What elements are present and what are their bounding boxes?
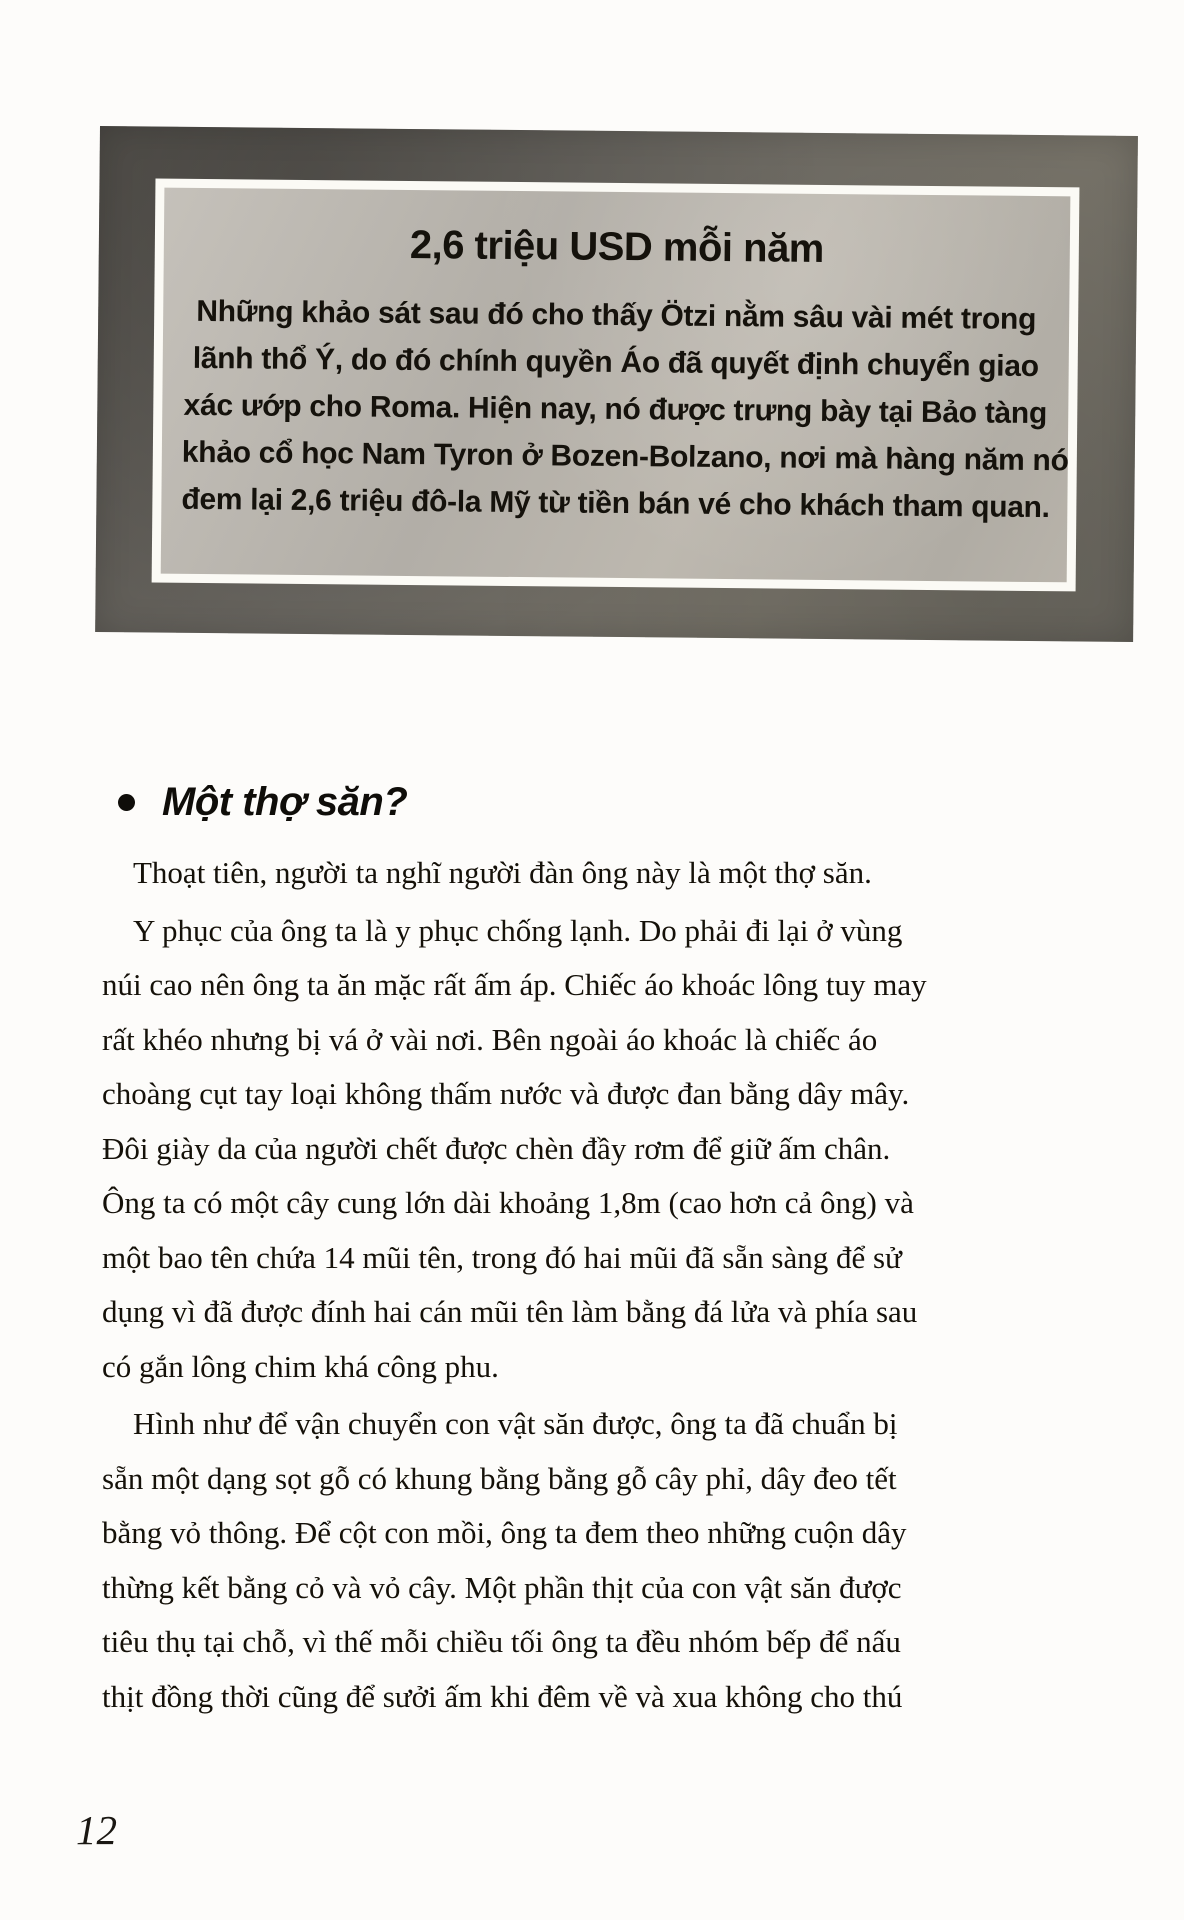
body-text (102, 846, 942, 1727)
text-line: choàng cụt tay loại không thấm nước và được đan bằng dây mây. (102, 1076, 910, 1111)
bullet-icon (118, 794, 135, 811)
text-line: tiêu thụ tại chỗ, vì thế mỗi chiều tối ông ta đều nhóm bếp để nấu (102, 1624, 901, 1659)
info-box-panel (161, 188, 1071, 583)
text-line: bằng vỏ thông. Để cột con mồi, ông ta đem theo những cuộn dây (102, 1515, 907, 1550)
paragraph (102, 846, 942, 901)
info-box (95, 126, 1138, 642)
paragraph (102, 904, 942, 1395)
text-line: thừng kết bằng cỏ và vỏ cây. Một phần thịt của con vật săn được (102, 1569, 902, 1605)
text-line: Những khảo sát sau đó cho thấy Ötzi nằm sâu vài mét trong (196, 294, 1037, 336)
text-line: xác ướp cho Roma. Hiện nay, nó được trưng bày tại Bảo tàng (183, 388, 1048, 431)
text-line: dụng vì đã được đính hai cán mũi tên làm bằng đá lửa và phía sau (102, 1294, 918, 1329)
text-line: thịt đồng thời cũng để sưởi ấm khi đêm về và xua không cho thú (102, 1678, 903, 1714)
info-box-body (181, 288, 1069, 531)
info-box-title: 2,6 triệu USD mỗi năm (409, 222, 825, 271)
text-line: Hình như để vận chuyển con vật săn được, ông ta đã chuẩn bị (133, 1406, 898, 1441)
text-line: lãnh thổ Ý, do đó chính quyền Áo đã quyết định chuyển giao (192, 341, 1039, 384)
text-line: Đôi giày da của người chết được chèn đầy rơm để giữ ấm chân. (102, 1130, 891, 1166)
text-line: Ông ta có một cây cung lớn dài khoảng 1,8m (cao hơn cả ông) và (102, 1185, 914, 1220)
text-line: đem lại 2,6 triệu đô-la Mỹ từ tiền bán vé cho khách tham quan. (181, 482, 1050, 525)
text-line: rất khéo nhưng bị vá ở vài nơi. Bên ngoài áo khoác là chiếc áo (102, 1021, 878, 1057)
text-line: khảo cổ học Nam Tyron ở Bozen-Bolzano, nơi mà hàng năm nó (181, 435, 1069, 478)
section-heading: Một thợ săn? (162, 780, 408, 824)
text-line: sẵn một dạng sọt gỗ có khung bằng bằng gỗ cây phỉ, dây đeo tết (102, 1460, 897, 1496)
text-line: có gắn lông chim khá công phu. (102, 1348, 499, 1384)
text-line: núi cao nên ông ta ăn mặc rất ấm áp. Chiếc áo khoác lông tuy may (102, 967, 927, 1002)
text-line: một bao tên chứa 14 mũi tên, trong đó hai mũi đã sẵn sàng để sử (102, 1239, 902, 1275)
paragraph (102, 1397, 942, 1724)
page-number: 12 (76, 1807, 117, 1853)
section-heading-row (118, 780, 407, 825)
info-box-inner-border (152, 179, 1080, 592)
text-line: Y phục của ông ta là y phục chống lạnh. Do phải đi lại ở vùng (133, 912, 903, 948)
text-line: Thoạt tiên, người ta nghĩ người đàn ông này là một thợ săn. (133, 855, 872, 890)
